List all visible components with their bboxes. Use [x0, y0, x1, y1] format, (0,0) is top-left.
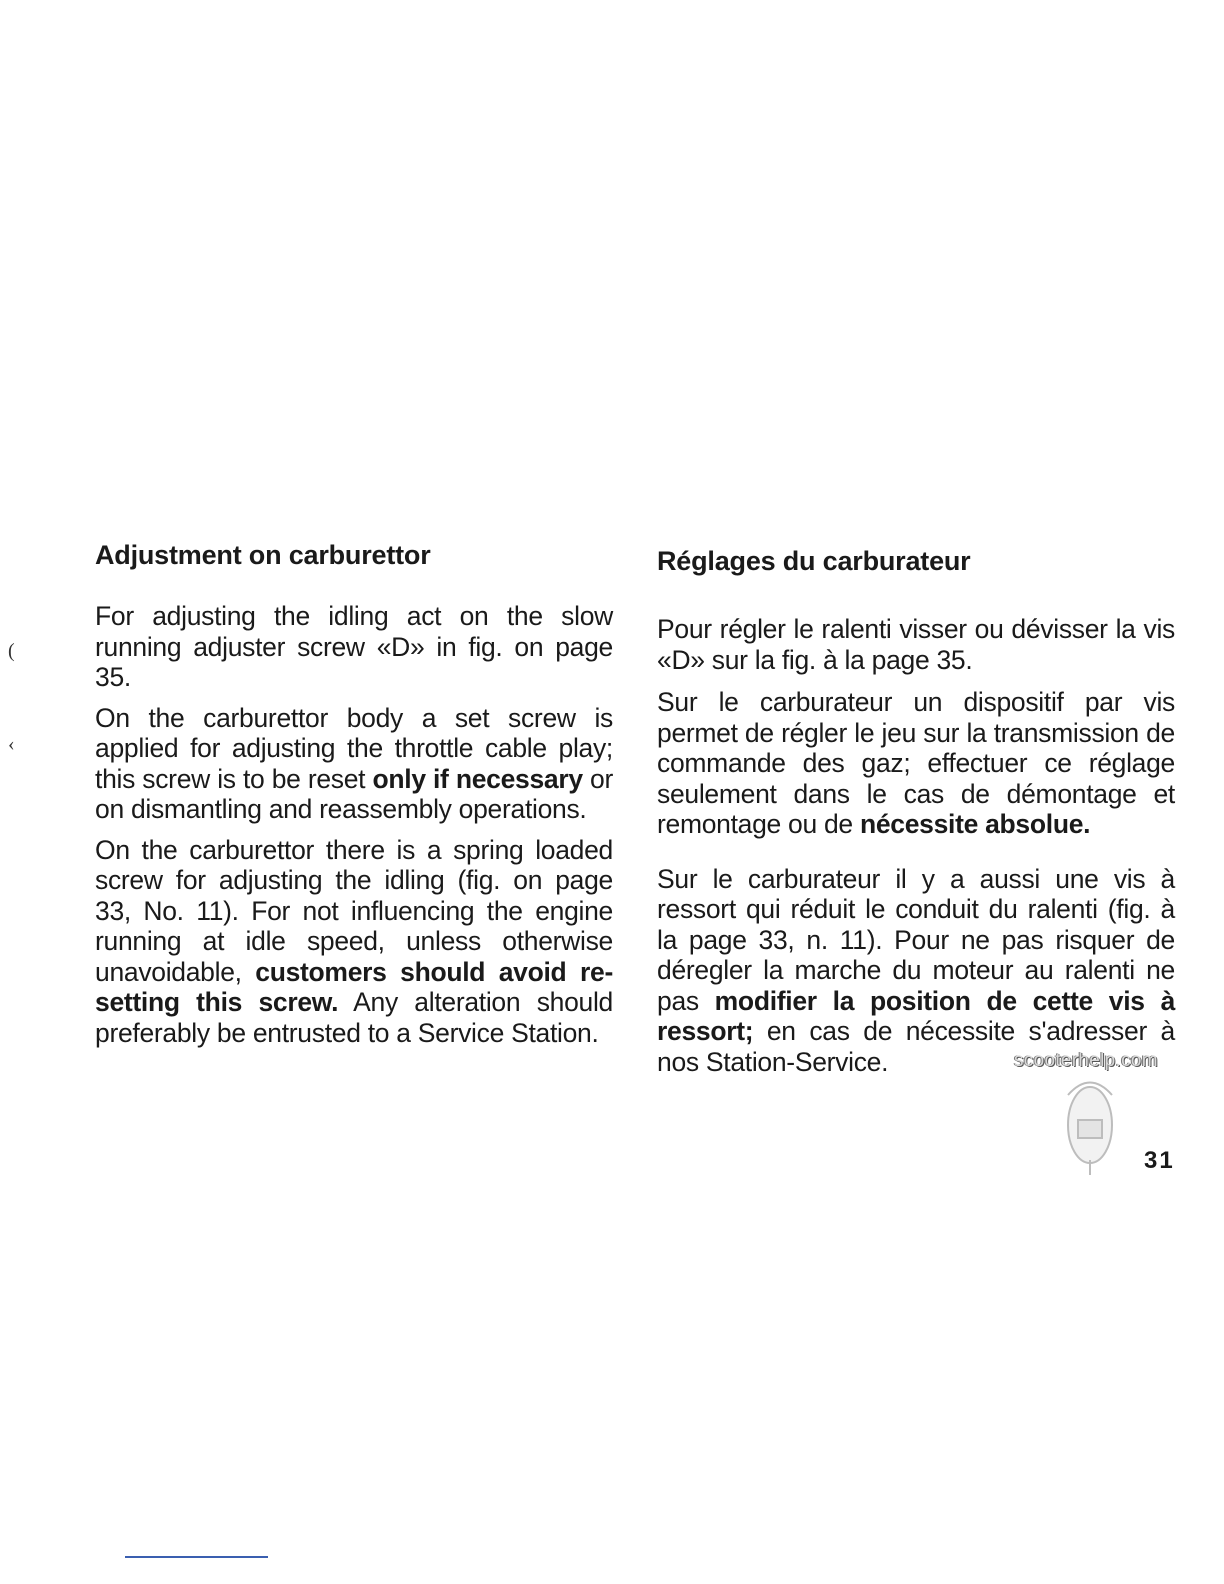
margin-mark-top: ( — [8, 640, 15, 662]
watermark-text: scooterhelp.com — [1014, 1050, 1158, 1071]
french-p3-emphasis: modifier la position de cette vis à ressort; — [657, 985, 1176, 1046]
french-p2-emphasis: nécessite absolue. — [859, 809, 1091, 839]
french-paragraph-ralenti: Pour régler le ralenti visser ou dévisser la vis «D» sur la fig. à la page 35. — [657, 614, 1175, 675]
english-p2-emphasis: only if necessary — [372, 763, 583, 794]
french-p3-tail: en cas de nécessite s'adresser à nos Station-Service. — [657, 1016, 1175, 1077]
english-heading: Adjustment on carburettor — [95, 540, 431, 570]
margin-mark-bottom: ‹ — [8, 733, 15, 755]
english-paragraph-idling: For adjusting the idling act on the slow running adjuster screw «D» in fig. on page 35. — [95, 601, 613, 692]
english-paragraph-set-screw — [95, 703, 613, 825]
french-column — [657, 538, 1175, 1077]
bottom-link-underline — [125, 1556, 268, 1558]
page-number: 31 — [1144, 1147, 1175, 1174]
french-heading: Réglages du carburateur — [657, 546, 971, 576]
english-p2-tail: or on dismantling and reassembly operations. — [95, 763, 613, 824]
english-p3-text: On the carburettor there is a spring loaded screw for adjusting the idling (fig. on page 33, No. 11). For not influencing the engine running at idle speed, unless otherwise unavoidable, — [95, 834, 613, 987]
english-p2-text: On the carburettor body a set screw is applied for adjusting the throttle cable play; this screw is to be reset — [95, 702, 613, 794]
english-p3-emphasis: customers should avoid re-setting this screw. — [95, 956, 613, 1017]
english-column — [95, 538, 613, 1048]
english-p3-tail: Any alteration should preferably be entrusted to a Service Station. — [95, 987, 613, 1048]
french-p3-text: Sur le carburateur il y a aussi une vis à ressort qui réduit le conduit du ralenti (fig. à la page 33, n. 11). Pour ne pas risquer de déregler la marche du moteur au ralenti ne pas — [657, 863, 1175, 1016]
french-paragraph-dispositif — [657, 687, 1175, 840]
french-p2-text: Sur le carburateur un dispositif par vis permet de régler le jeu sur la transmission de commande des gaz; effectuer ce réglage seulement dans le cas de démontage et remontage ou de — [657, 687, 1175, 839]
english-paragraph-spring-screw — [95, 835, 613, 1049]
french-paragraph-vis-ressort — [657, 864, 1175, 1078]
